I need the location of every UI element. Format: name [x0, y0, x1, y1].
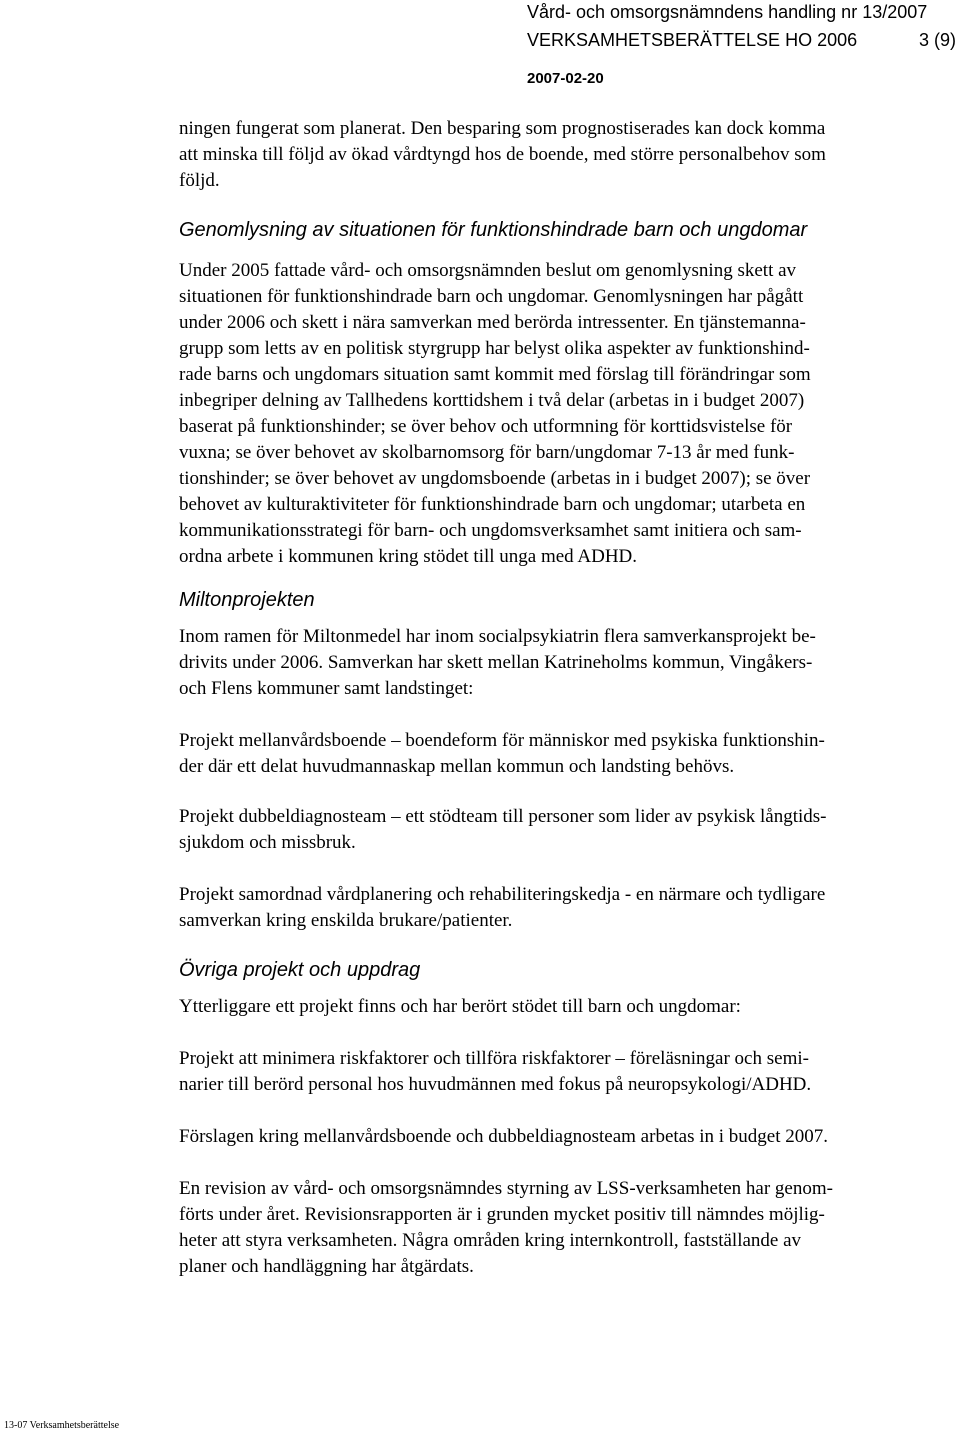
- ovriga-intro-paragraph: Ytterliggare ett projekt finns och har berört stödet till barn och ungdomar:: [179, 996, 741, 1017]
- ovriga-riskfaktorer-paragraph: Projekt att minimera riskfaktorer och tillföra riskfaktorer – föreläsningar och semi- narier till berörd personal hos huvudmännen med fokus på neuropsykologi/ADHD.: [179, 1048, 812, 1095]
- ovriga-budget-paragraph: Förslagen kring mellanvårdsboende och dubbeldiagnosteam arbetas in i budget 2007.: [179, 1126, 829, 1147]
- project-vardplanering-paragraph: Projekt samordnad vårdplanering och rehabiliteringskedja - en närmare och tydligare samverkan kring enskilda brukare/patienter.: [179, 884, 826, 931]
- page-footer: 13-07 Verksamhetsberättelse: [4, 1420, 120, 1431]
- ovriga-revision-paragraph: En revision av vård- och omsorgsnämndes styrning av LSS-verksamheten har genom- förts under året. Revisionsrapporten är i grunden mycket positiv till nämndes möjlig- heter att styra verksamheten. Några områden kring internkontroll, fastställande av planer och handläggning har åtgärdats.: [179, 1178, 833, 1277]
- section-heading-milton: Miltonprojekten: [179, 589, 315, 611]
- project-dubbeldiagnosteam-paragraph: Projekt dubbeldiagnosteam – ett stödteam till personer som lider av psykisk långtids- sjukdom och missbruk.: [179, 806, 827, 853]
- document-date: 2007-02-20: [527, 70, 604, 87]
- document-title: Vård- och omsorgsnämndens handling nr 13/2007: [527, 2, 928, 22]
- genomlysning-paragraph: Under 2005 fattade vård- och omsorgsnämnden beslut om genomlysning skett av situationen för funktionshindrade barn och ungdomar. Genomlysningen har pågått under 2006 och skett i nära samverkan med berörda intressenter. En tjänstemanna- grupp som letts av en politisk styrgrupp har belyst olika aspekter av funktionshind- rade barns och ungdomars situation samt kommit med förslag till förändringar som inbegriper delning av Tallhedens korttidshem i två delar (arbetas in i budget 2007) baserat på funktionshinder; se över behov och utformning för korttidsvistelse för vuxna; se över behovet av skolbarnomsorg för barn/ungdomar 7-13 år med funk- tionshinder; se över behovet av ungdomsboende (arbetas in i budget 2007); se över behovet av kulturaktiviteter för funktionshindrade barn och ungdomar; utarbeta en kommunikationsstrategi för barn- och ungdomsverksamhet samt initiera och sam- ordna arbete i kommunen kring stödet till unga med ADHD.: [179, 260, 811, 567]
- document-subtitle: VERKSAMHETSBERÄTTELSE HO 2006: [527, 30, 858, 50]
- milton-paragraph: Inom ramen för Miltonmedel har inom socialpsykiatrin flera samverkansprojekt be- drivits under 2006. Samverkan har skett mellan Katrineholms kommun, Vingåkers- och Flens kommuner samt landstinget:: [179, 626, 816, 699]
- project-mellanvardsboende-paragraph: Projekt mellanvårdsboende – boendeform för människor med psykiska funktionshin- der där ett delat huvudmannaskap mellan kommun och landsting behövs.: [179, 730, 825, 777]
- section-heading-genomlysning: Genomlysning av situationen för funktionshindrade barn och ungdomar: [179, 219, 808, 241]
- intro-paragraph: ningen fungerat som planerat. Den besparing som prognostiserades kan dock komma att minska till följd av ökad vårdtyngd hos de boende, med större personalbehov som följd.: [179, 118, 826, 191]
- section-heading-ovriga: Övriga projekt och uppdrag: [179, 959, 421, 981]
- page-number: 3 (9): [919, 30, 957, 50]
